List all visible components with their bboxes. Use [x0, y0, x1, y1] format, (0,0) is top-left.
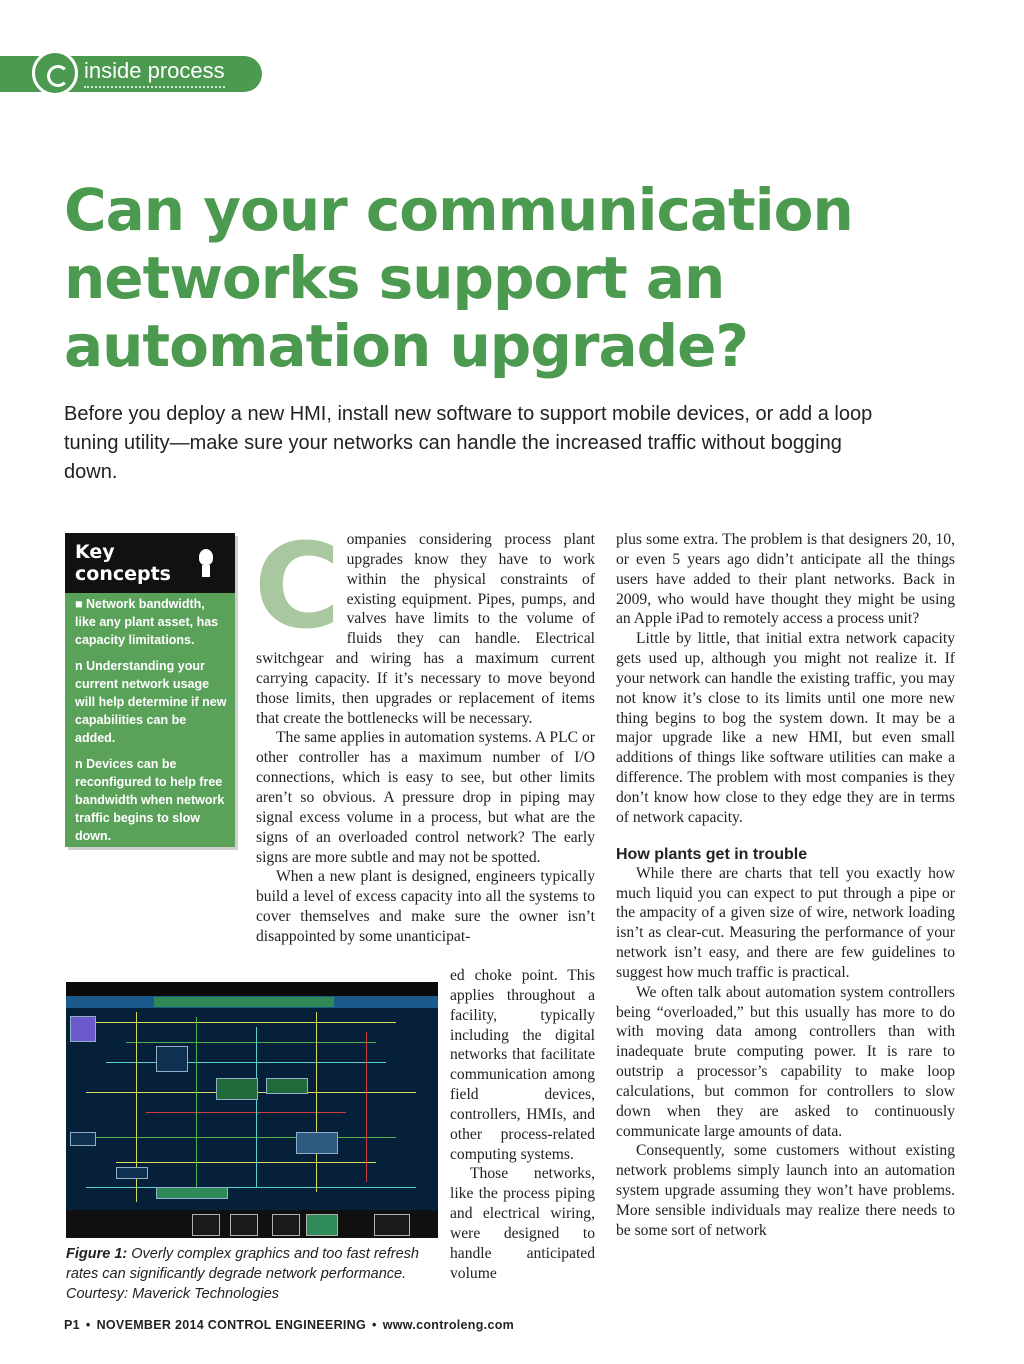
section-label: inside process	[84, 58, 225, 88]
article-paragraph: Companies considering process plant upgrades know they have to work within the physical constraints of existing equipment. Pipes, pumps, and valves have limits to the volume of fluids they can handle. Electrical switchgear and wiring has a maximum current carrying capacity. If it’s necessary to move beyond those limits, then upgrades or replacement of items that create the bottlenecks will be necessary.	[254, 517, 595, 727]
key-concepts-title: Key concepts	[75, 541, 171, 585]
headline: Can your communication networks support an automation upgrade?	[64, 176, 853, 380]
figure-button	[306, 1214, 338, 1236]
figure-button	[374, 1214, 410, 1236]
website-link[interactable]: www.controleng.com	[382, 1318, 515, 1332]
key-concepts-header	[65, 533, 235, 593]
article-paragraph: Little by little, that initial extra network capacity gets used up, although you might not realize it. If your network can handle the existing traffic, you may not know it’s close to its limits until one more new thing begins to bog the system down. It may be a major upgrade like a new HMI, but even small additions of things like software utilities can make a difference. The problem with most companies is they don’t know how close to they edge they are in terms of network capacity.	[616, 630, 955, 826]
page-footer: P1 • NOVEMBER 2014 CONTROL ENGINEERING • www.controleng.com	[64, 1318, 515, 1332]
figure-menu-bar	[66, 996, 438, 1008]
figure-button	[230, 1214, 258, 1236]
key-concept-item: n Devices can be reconfigured to help free bandwidth when network traffic begins to slow down.	[75, 757, 225, 843]
subheading: How plants get in trouble	[616, 845, 808, 863]
article-paragraph: ed choke point. This applies throughout a facility, typically including the digital networks that facilitate communication among field devices, controllers, HMIs, and other process-related computing systems.	[450, 967, 595, 1163]
deck: Before you deploy a new HMI, install new software to support mobile devices, or add a loop tuning utility—make sure your networks can handle the increased traffic without bogging down.	[64, 403, 873, 483]
key-concepts-list	[75, 595, 229, 853]
figure-caption: Figure 1: Overly complex graphics and too fast refresh rates can significantly degrade network performance. Courtesy: Maverick Technologies	[66, 1246, 419, 1302]
article-column-1	[254, 517, 595, 947]
issue-label: NOVEMBER 2014 CONTROL ENGINEERING	[96, 1318, 367, 1332]
key-concepts-box	[65, 533, 235, 847]
gauge-icon	[32, 50, 78, 96]
article-paragraph: While there are charts that tell you exactly how much liquid you can expect to put through a pipe or the ampacity of a given size of wire, network loading isn’t as clear-cut. Measuring the performance of your network isn’t easy, and there are few guidelines to suggest how much traffic is practical.	[616, 864, 955, 981]
hmi-screenshot-figure	[66, 982, 438, 1238]
article-paragraph: Those networks, like the process piping and electrical wiring, were designed to handle anticipated volume	[450, 1165, 595, 1282]
lightbulb-icon	[195, 543, 217, 583]
article-paragraph: When a new plant is designed, engineers typically build a level of excess capacity into all the systems to cover themselves and make sure the owner isn’t disappointed by some unanticipat-	[256, 868, 595, 945]
article-paragraph: plus some extra. The problem is that designers 20, 10, or even 5 years ago didn’t anticipate all the things users have added to their plant networks. Back in 2009, who would have thought they might be using an Apple iPad to remotely access a process unit?	[616, 531, 955, 628]
article-paragraph: Consequently, some customers without existing network problems simply launch into an automation system upgrade assuming they won’t have problems. More sensible individuals may realize there needs to be some sort of network	[616, 1142, 955, 1239]
key-concept-item: n Understanding your current network usage will help determine if new capabilities can be added.	[75, 659, 227, 745]
page-number: P1	[64, 1318, 80, 1332]
figure-title-bar	[66, 982, 438, 996]
article-paragraph: The same applies in automation systems. A PLC or other controller has a maximum number of I/O connections, which is easy to see, but other limits aren’t so obvious. A pressure drop in piping may signal excess volume in a process, but what are the signs of an overloaded control network? The early signs are more subtle and may not be spotted.	[256, 729, 595, 866]
article-column-2	[616, 530, 955, 1241]
key-concept-item: ■ Network bandwidth, like any plant asset, has capacity limitations.	[75, 597, 219, 647]
article-paragraph: We often talk about automation system controllers being “overloaded,” but this usually has more to do with moving data among controllers than with inadequate brute computing power. It is rare to outstrip a processor’s capability to make loop calculations, but common for controllers to slow down when they are asked to continuously communicate large amounts of data.	[616, 983, 955, 1140]
article-column-1b	[450, 966, 595, 1284]
drop-cap: C	[254, 517, 341, 655]
figure-button	[192, 1214, 220, 1236]
figure-button	[272, 1214, 300, 1236]
